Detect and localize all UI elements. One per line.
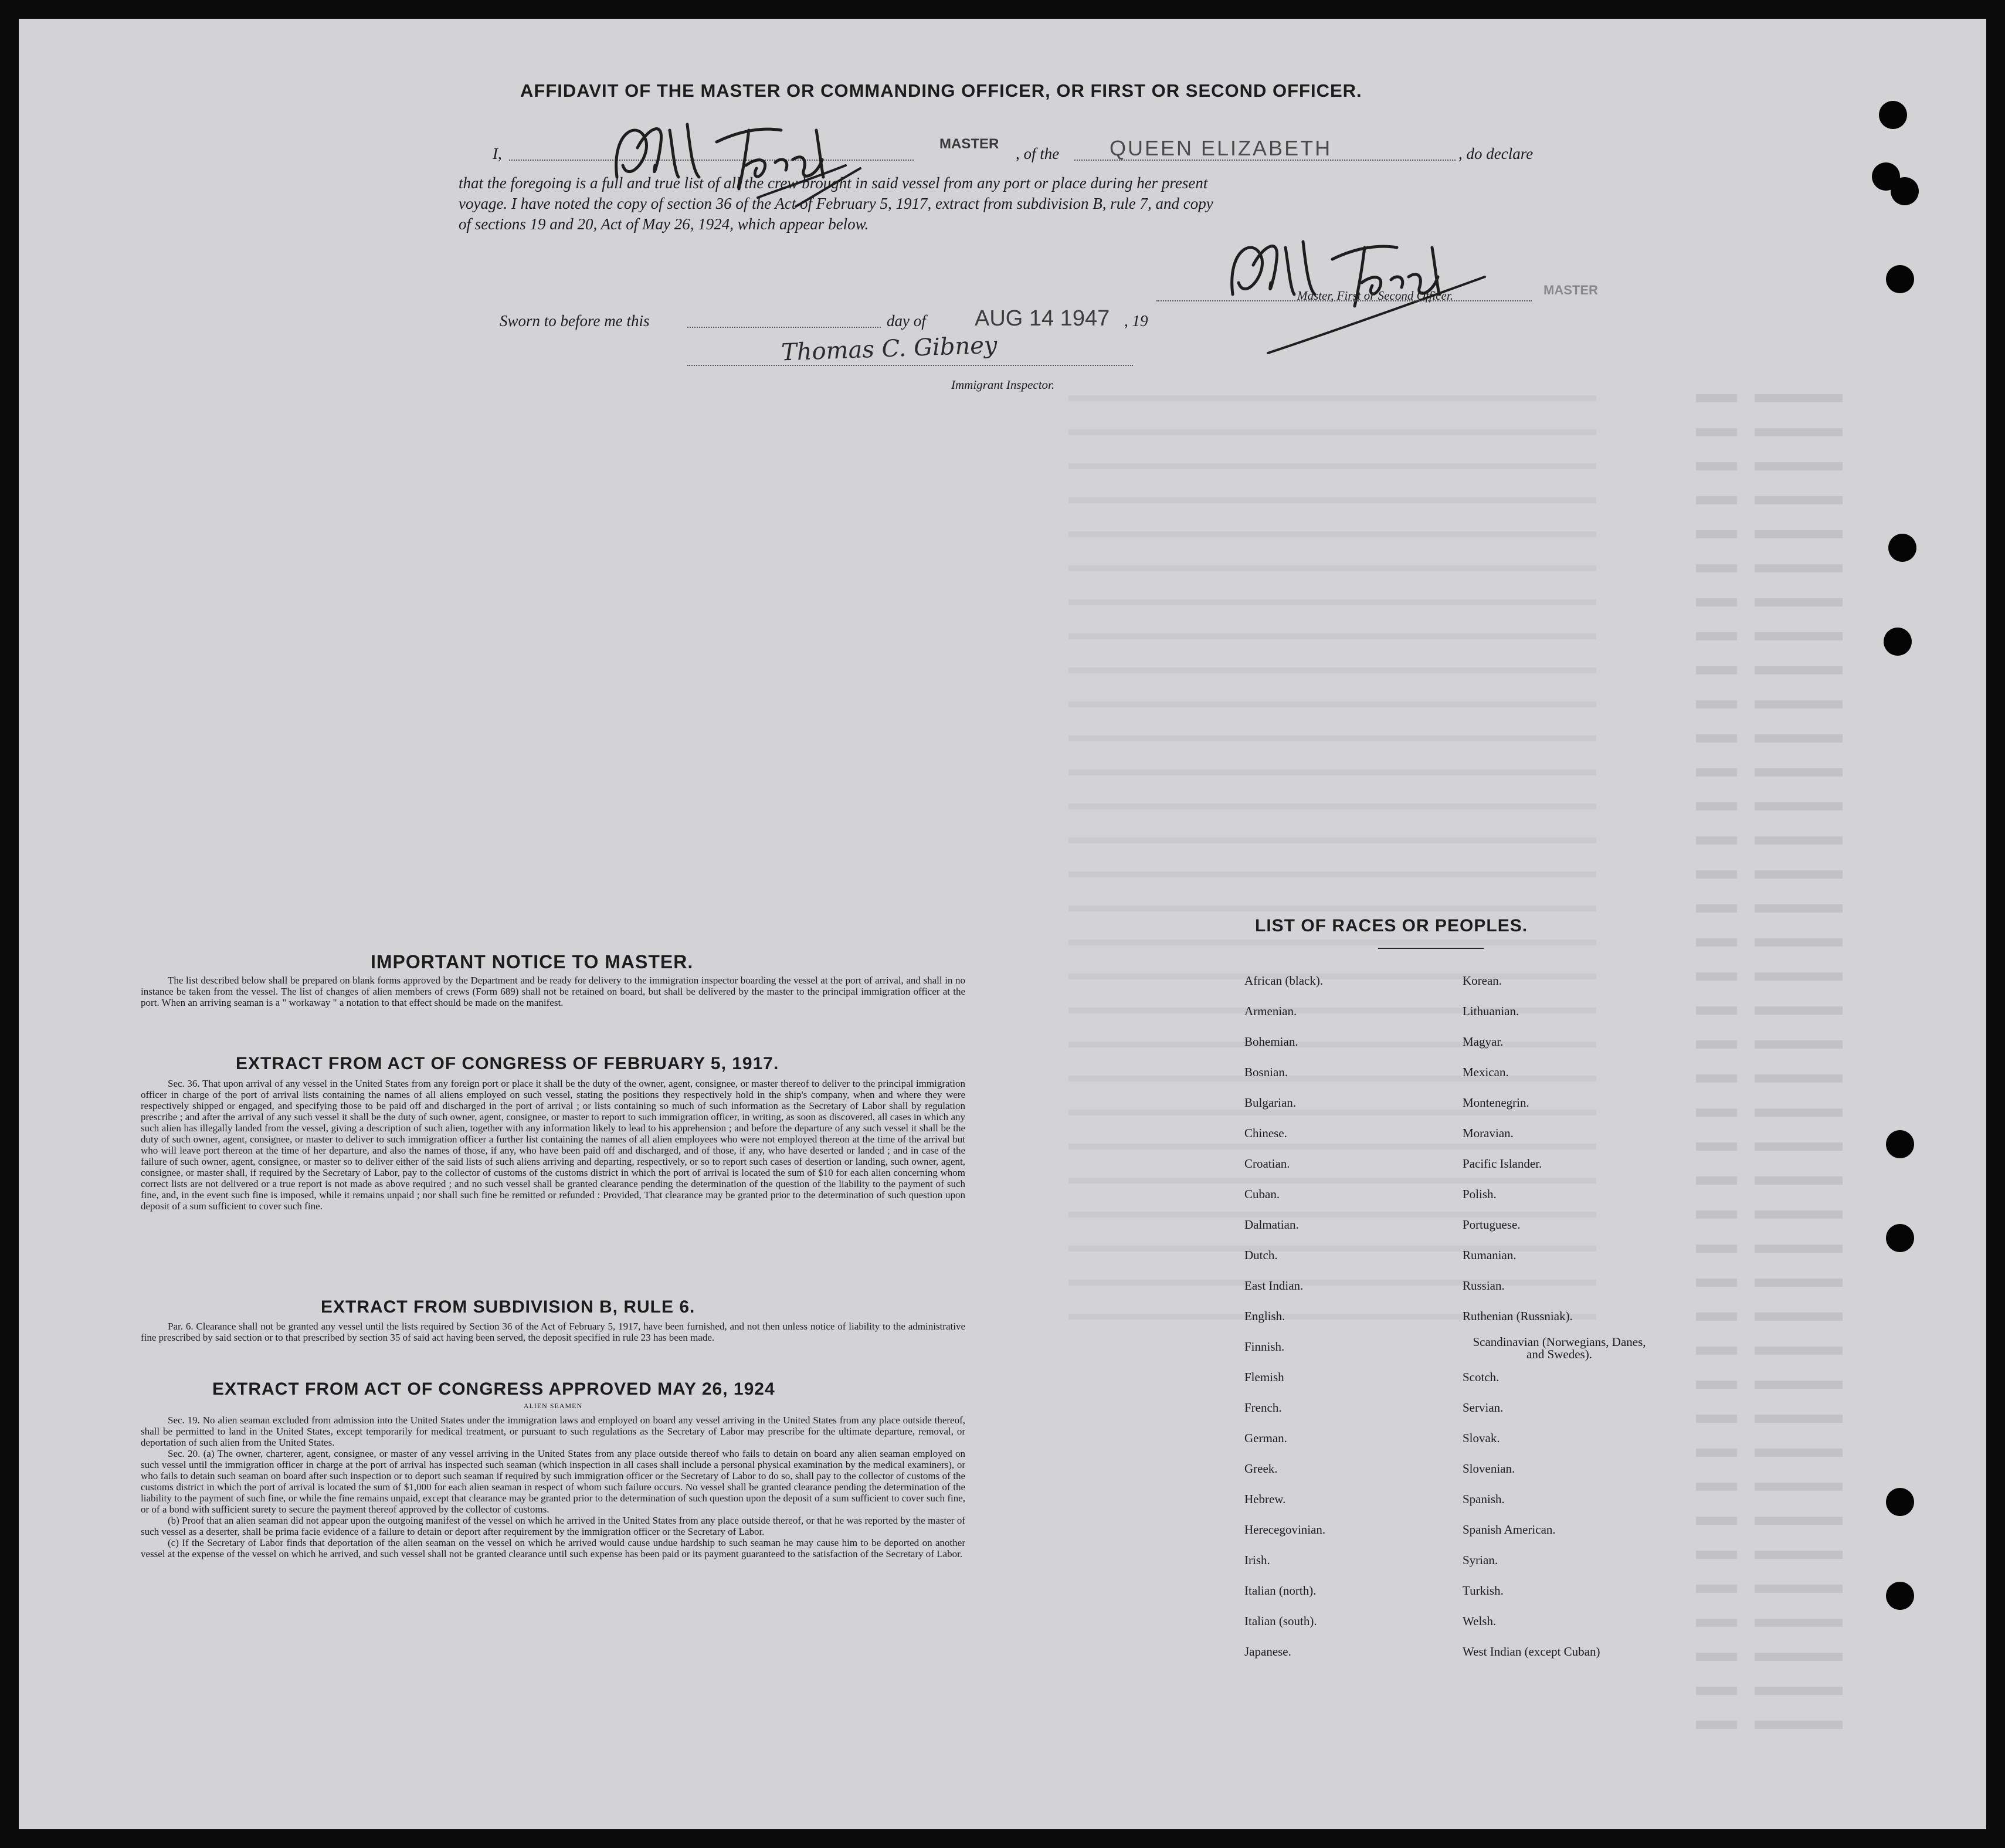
bleed-mark <box>1807 1619 1843 1627</box>
bleed-mark <box>1068 735 1596 741</box>
race-item: Polish. <box>1463 1187 1497 1201</box>
race-item: Slovak. <box>1463 1431 1500 1445</box>
bleed-mark <box>1696 1074 1737 1083</box>
bleed-mark <box>1807 1245 1843 1253</box>
bleed-mark <box>1696 1142 1737 1151</box>
bleed-mark <box>1807 1108 1843 1117</box>
bleed-mark <box>1696 1347 1737 1355</box>
bleed-mark <box>1807 1653 1843 1661</box>
bleed-mark <box>1807 1176 1843 1185</box>
bleed-mark <box>1755 666 1807 674</box>
sworn-day-of: day of <box>887 312 926 330</box>
inspector-signature: Thomas C. Gibney <box>781 331 998 367</box>
bleed-mark <box>1755 1313 1807 1321</box>
notice-heading: IMPORTANT NOTICE TO MASTER. <box>371 951 694 972</box>
bleed-mark <box>1755 768 1807 777</box>
bleed-mark <box>1755 598 1807 606</box>
bleed-mark <box>1696 1006 1737 1015</box>
extract-1917-heading: EXTRACT FROM ACT OF CONGRESS OF FEBRUARY 5, 1917. <box>236 1054 779 1073</box>
bleed-mark <box>1755 496 1807 504</box>
officer-role-stamp: MASTER <box>1543 283 1598 297</box>
bleed-mark <box>1807 938 1843 947</box>
race-item: Bulgarian. <box>1244 1096 1297 1110</box>
bleed-mark <box>1696 734 1737 742</box>
binding-hole <box>1888 534 1916 562</box>
bleed-mark <box>1755 462 1807 470</box>
race-item: Finnish. <box>1244 1340 1285 1354</box>
bleed-mark <box>1755 1176 1807 1185</box>
bleed-mark <box>1696 1279 1737 1287</box>
bleed-mark <box>1068 395 1596 401</box>
bleed-mark <box>1807 1449 1843 1457</box>
bleed-mark <box>1068 906 1596 911</box>
bleed-mark <box>1807 1142 1843 1151</box>
bleed-mark <box>1755 1721 1807 1729</box>
bleed-mark <box>1696 428 1737 436</box>
bleed-mark <box>1755 1040 1807 1049</box>
bleed-mark <box>1696 1585 1737 1593</box>
vessel-name-stamp: QUEEN ELIZABETH <box>1110 136 1332 160</box>
race-item: Montenegrin. <box>1463 1096 1529 1110</box>
bleed-mark <box>1755 1210 1807 1219</box>
section-20b-paragraph: (b) Proof that an alien seaman did not appear upon the outgoing manifest of the vessel on which he arrived in the United States from any place outside thereof, or that he was reported by the master of such vessel as a deserter, shall be prima facie evidence of a failure to detain or deport after requirement by the immigration officer or the Secretary of Labor. <box>141 1515 965 1537</box>
bleed-mark <box>1755 802 1807 811</box>
bleed-mark <box>1807 1721 1843 1729</box>
affidavit-i: I, <box>493 145 502 162</box>
bleed-mark <box>1068 667 1596 673</box>
bleed-mark <box>1696 1449 1737 1457</box>
bleed-mark <box>1755 1551 1807 1559</box>
bleed-mark <box>1696 666 1737 674</box>
bleed-mark <box>1696 904 1737 913</box>
bleed-mark <box>1696 1210 1737 1219</box>
bleed-mark <box>1807 666 1843 674</box>
notice-body <box>141 975 965 1008</box>
rule-6-paragraph: Par. 6. Clearance shall not be granted any vessel until the lists required by Section 36 of the Act of February 5, 1917, have been furnished, and not then unless notice of liability to the administrative fine prescribed by said section or to that prescribed by section 35 of said act having been served, the deposit specified in rule 23 has been made. <box>141 1321 965 1343</box>
bleed-mark <box>1807 1551 1843 1559</box>
race-item: Cuban. <box>1244 1187 1280 1201</box>
bleed-mark <box>1807 1483 1843 1491</box>
binding-hole <box>1886 1488 1914 1516</box>
race-item: Syrian. <box>1463 1553 1498 1567</box>
bleed-mark <box>1807 564 1843 572</box>
bleed-mark <box>1068 1246 1596 1252</box>
races-heading-rule <box>1378 948 1484 949</box>
bleed-mark <box>1696 530 1737 538</box>
bleed-mark <box>1696 1415 1737 1423</box>
bleed-mark <box>1696 1551 1737 1559</box>
race-item: Rumanian. <box>1463 1248 1517 1262</box>
bleed-mark <box>1068 837 1596 843</box>
race-item: Servian. <box>1463 1401 1504 1415</box>
bleed-mark <box>1807 1381 1843 1389</box>
bleed-mark <box>1755 1347 1807 1355</box>
race-item: Italian (south). <box>1244 1614 1317 1628</box>
bleed-mark <box>1696 1381 1737 1389</box>
affidavit-line-4: of sections 19 and 20, Act of May 26, 1924, which appear below. <box>459 215 869 233</box>
bleed-mark <box>1807 394 1843 402</box>
bleed-mark <box>1755 1142 1807 1151</box>
race-item: Pacific Islander. <box>1463 1157 1542 1171</box>
bleed-mark <box>1068 872 1596 877</box>
bleed-mark <box>1755 1517 1807 1525</box>
binding-hole <box>1891 177 1919 205</box>
bleed-mark <box>1068 974 1596 979</box>
bleed-mark <box>1696 768 1737 777</box>
bleed-mark <box>1068 1178 1596 1184</box>
bleed-mark <box>1068 497 1596 503</box>
bleed-mark <box>1807 768 1843 777</box>
bleed-mark <box>1696 1687 1737 1695</box>
bleed-mark <box>1696 1245 1737 1253</box>
bleed-mark <box>1807 496 1843 504</box>
alien-seamen-subheading: ALIEN SEAMEN <box>523 1402 583 1410</box>
affidavit-do-declare: , do declare <box>1458 145 1534 162</box>
binding-hole <box>1886 1130 1914 1158</box>
bleed-mark <box>1807 1313 1843 1321</box>
bleed-mark <box>1755 1619 1807 1627</box>
extract-1917-body <box>141 1078 965 1212</box>
bleed-mark <box>1807 700 1843 708</box>
race-item: East Indian. <box>1244 1279 1304 1293</box>
bleed-mark <box>1068 1042 1596 1047</box>
affidavit-line-2: that the foregoing is a full and true list of all the crew brought in said vessel from any port or place during her present <box>459 174 1208 192</box>
binding-hole <box>1886 265 1914 293</box>
bleed-mark <box>1696 938 1737 947</box>
bleed-mark <box>1807 462 1843 470</box>
strike-through-mark <box>793 165 863 212</box>
bleed-mark <box>1696 1108 1737 1117</box>
race-item: Ruthenian (Russniak). <box>1463 1309 1573 1323</box>
bleed-mark <box>1696 1313 1737 1321</box>
bleed-mark <box>1755 1585 1807 1593</box>
bleed-mark <box>1068 769 1596 775</box>
race-item: Portuguese. <box>1463 1218 1521 1232</box>
race-item: Spanish American. <box>1463 1523 1556 1537</box>
race-item: Croatian. <box>1244 1157 1290 1171</box>
bleed-mark <box>1696 496 1737 504</box>
race-item: West Indian (except Cuban) <box>1463 1644 1600 1659</box>
bleed-mark <box>1755 394 1807 402</box>
bleed-mark <box>1696 1721 1737 1729</box>
bleed-mark <box>1755 1653 1807 1661</box>
bleed-mark <box>1807 734 1843 742</box>
bleed-mark <box>1807 802 1843 811</box>
bleed-mark <box>1068 1280 1596 1286</box>
bleed-mark <box>1807 530 1843 538</box>
bleed-mark <box>1068 1110 1596 1115</box>
bleed-mark <box>1696 564 1737 572</box>
bleed-mark <box>1807 632 1843 640</box>
race-item: Dutch. <box>1244 1248 1278 1262</box>
bleed-mark <box>1068 463 1596 469</box>
bleed-mark <box>1807 1040 1843 1049</box>
bleed-mark <box>1696 394 1737 402</box>
bleed-mark <box>1068 940 1596 945</box>
bleed-mark <box>1696 802 1737 811</box>
section-36-paragraph: Sec. 36. That upon arrival of any vessel in the United States from any foreign port or place it shall be the duty of the owner, agent, consignee, or master thereof to deliver to the principal immigration officer in charge of the port of arrival lists containing the names of all aliens employed on such vessel, stating the positions they respectively hold in the ship's company, when and where they were respectively shipped or engaged, and specifying those to be paid off and discharged in the port of arrival ; or lists containing so much of such information as the Secretary of Labor shall by regulation prescribe ; and after the arrival of any such vessel it shall be the duty of such owner, agent, consignee, or master to report to such immigration officer, in writing, as soon as discovered, all cases in which any such alien has illegally landed from the vessel, giving a description of such alien, together with any information likely to lead to his apprehension ; and before the departure of any such vessel it shall be the duty of such owner, agent, consignee, or master to deliver to such immigration officer a further list containing the names of all alien employees who were not employed thereon at the time of the arrival but who will leave port thereon at the time of her departure, and also the names of those, if any, who have been paid off and discharged, and of those, if any, who have deserted or landed ; and in case of the failure of such owner, agent, consignee, or master so to deliver either of the said lists of such aliens arriving and departing, respectively, or so to report such cases of desertion or landing, such owner, agent, consignee, or master shall, if required by the Secretary of Labor, pay to the collector of customs of the customs district in which the port of arrival is located the sum of $10 for each alien concerning whom correct lists are not delivered or a true report is not made as above required ; and no such vessel shall be granted clearance pending the determination of the question of the liability to the payment of such fine, and, in the event such fine is imposed, while it remains unpaid ; nor shall such fine be remitted or refunded : Provided, That clearance may be granted prior to the determination of such question upon deposit of a sum sufficient to cover such fine. <box>141 1078 965 1212</box>
section-19-paragraph: Sec. 19. No alien seaman excluded from admission into the United States under the immigration laws and employed on board any vessel arriving in the United States from any place outside thereof, shall be permitted to land in the United States, except temporarily for medical treatment, or pursuant to such regulations as the Secretary of Labor may prescribe for the ultimate departure, removal, or deportation of such alien from the United States. <box>141 1415 965 1448</box>
race-item: Hebrew. <box>1244 1492 1286 1506</box>
bleed-mark <box>1807 870 1843 879</box>
bleed-mark <box>1068 531 1596 537</box>
date-stamp: AUG 14 1947 <box>975 306 1110 331</box>
race-item: Armenian. <box>1244 1004 1297 1018</box>
race-item: Slovenian. <box>1463 1462 1515 1476</box>
affidavit-line-3: voyage. I have noted the copy of section 36 of the Act of February 5, 1917, extract from subdivision B, rule 7, and copy <box>459 195 1213 212</box>
race-item: Scandinavian (Norwegians, Danes, and Swedes). <box>1473 1335 1646 1361</box>
bleed-mark <box>1807 1687 1843 1695</box>
bleed-mark <box>1696 1619 1737 1627</box>
bleed-mark <box>1068 565 1596 571</box>
day-dotted-line <box>687 327 881 328</box>
race-item: Bosnian. <box>1244 1065 1288 1079</box>
race-item: Irish. <box>1244 1553 1270 1567</box>
bleed-mark <box>1696 1040 1737 1049</box>
race-item: Moravian. <box>1463 1126 1514 1140</box>
race-item: African (black). <box>1244 974 1324 988</box>
binding-hole <box>1879 101 1907 129</box>
sworn-text: Sworn to before me this <box>500 312 650 330</box>
bleed-mark <box>1807 1006 1843 1015</box>
year-prefix: , 19 <box>1124 312 1148 330</box>
race-item: English. <box>1244 1309 1285 1323</box>
races-heading: LIST OF RACES OR PEOPLES. <box>1255 916 1528 935</box>
document-sheet <box>19 19 1986 1829</box>
binding-hole <box>1886 1224 1914 1252</box>
binding-hole <box>1884 628 1912 656</box>
bleed-mark <box>1807 1074 1843 1083</box>
bleed-mark <box>1755 1415 1807 1423</box>
bleed-mark <box>1755 972 1807 981</box>
bleed-mark <box>1696 1653 1737 1661</box>
bleed-mark <box>1068 1144 1596 1150</box>
race-item: Russian. <box>1463 1279 1505 1293</box>
bleed-mark <box>1068 701 1596 707</box>
bleed-mark <box>1807 428 1843 436</box>
bleed-mark <box>1755 1279 1807 1287</box>
race-item: Italian (north). <box>1244 1583 1317 1598</box>
bleed-mark <box>1755 1074 1807 1083</box>
rule-6-heading: EXTRACT FROM SUBDIVISION B, RULE 6. <box>321 1297 696 1317</box>
race-item: Mexican. <box>1463 1065 1509 1079</box>
bleed-mark <box>1755 564 1807 572</box>
affidavit-heading: AFFIDAVIT OF THE MASTER OR COMMANDING OFFICER, OR FIRST OR SECOND OFFICER. <box>520 80 1362 101</box>
bleed-mark <box>1696 972 1737 981</box>
bleed-mark <box>1696 870 1737 879</box>
bleed-mark <box>1696 462 1737 470</box>
bleed-mark <box>1696 700 1737 708</box>
officer-caption: Master, First or Second Officer. <box>1297 289 1453 303</box>
bleed-mark <box>1755 1483 1807 1491</box>
extract-1924-body <box>141 1415 965 1559</box>
race-item: Korean. <box>1463 974 1502 988</box>
race-item: Herecegovinian. <box>1244 1523 1326 1537</box>
bleed-mark <box>1755 1245 1807 1253</box>
bleed-mark <box>1068 1212 1596 1218</box>
bleed-mark <box>1755 1449 1807 1457</box>
bleed-mark <box>1755 700 1807 708</box>
bleed-mark <box>1807 836 1843 845</box>
master-role-stamp: MASTER <box>939 136 999 152</box>
race-item: Chinese. <box>1244 1126 1287 1140</box>
bleed-mark <box>1068 1076 1596 1081</box>
bleed-mark <box>1807 1347 1843 1355</box>
race-item: Magyar. <box>1463 1035 1504 1049</box>
bleed-mark <box>1755 904 1807 913</box>
bleed-mark <box>1755 734 1807 742</box>
binding-hole <box>1886 1582 1914 1610</box>
bleed-mark <box>1755 1381 1807 1389</box>
bleed-mark <box>1755 1687 1807 1695</box>
race-item: German. <box>1244 1431 1287 1445</box>
inspector-dotted-line <box>687 365 1133 366</box>
race-item: French. <box>1244 1401 1282 1415</box>
affidavit-of-the: , of the <box>1016 145 1060 162</box>
notice-paragraph: The list described below shall be prepared on blank forms approved by the Department and be ready for delivery to the immigration inspector boarding the vessel at the port of arrival, and shall in no instance be taken from the vessel. The list of changes of alien members of crews (Form 689) shall not be retained on board, but shall be delivered by the master to the principal immigration officer at the port. When an arriving seaman is a " workaway " a notation to that effect should be made on the manifest. <box>141 975 965 1008</box>
section-20a-paragraph: Sec. 20. (a) The owner, charterer, agent, consignee, or master of any vessel arriving in the United States from any place outside thereof who fails to detain on board any alien seaman employed on such vessel until the immigration officer in charge at the port of arrival has inspected such seaman (which inspection in all cases shall include a personal physical examination by the medical examiners), or who fails to detain such seaman on board after such inspection or to deport such seaman if required by such immigration officer or the Secretary of Labor to do so, shall pay to the collector of customs of the customs district in which the port of arrival is located the sum of $1,000 for each alien seaman in respect of whom such failure occurs. No vessel shall be granted clearance pending the determination of the liability to the payment of such fine, or while the fine remains unpaid, except that clearance may be granted prior to the determination of such question upon the deposit of a sum sufficient to cover such fine, or of a bond with sufficient surety to secure the payment thereof approved by the collector of customs. <box>141 1448 965 1515</box>
bleed-mark <box>1068 599 1596 605</box>
bleed-mark <box>1755 1108 1807 1117</box>
bleed-mark <box>1696 836 1737 845</box>
bleed-mark <box>1807 1279 1843 1287</box>
race-item: Lithuanian. <box>1463 1004 1519 1018</box>
bleed-mark <box>1696 1517 1737 1525</box>
bleed-mark <box>1068 429 1596 435</box>
bleed-mark <box>1755 870 1807 879</box>
race-item: Bohemian. <box>1244 1035 1298 1049</box>
rule-6-body <box>141 1321 965 1343</box>
bleed-mark <box>1755 1006 1807 1015</box>
race-item: Flemish <box>1244 1370 1284 1384</box>
bleed-mark <box>1696 1483 1737 1491</box>
bleed-mark <box>1696 632 1737 640</box>
bleed-mark <box>1068 803 1596 809</box>
bleed-mark <box>1755 530 1807 538</box>
inspector-caption: Immigrant Inspector. <box>951 378 1055 392</box>
race-item: Greek. <box>1244 1462 1278 1476</box>
race-item: Turkish. <box>1463 1583 1504 1598</box>
bleed-mark <box>1755 632 1807 640</box>
bleed-mark <box>1807 1210 1843 1219</box>
bleed-mark <box>1755 428 1807 436</box>
race-item: Welsh. <box>1463 1614 1497 1628</box>
section-20c-paragraph: (c) If the Secretary of Labor finds that deportation of the alien seaman on the vessel on which he arrived would cause undue hardship to such seaman he may cause him to be deported on another vessel at the expense of the vessel on which he arrived, and such vessel shall not be granted clearance until such expense has been paid or its payment guaranteed to the satisfaction of the Secretary of Labor. <box>141 1537 965 1559</box>
race-item: Spanish. <box>1463 1492 1505 1506</box>
bleed-mark <box>1807 598 1843 606</box>
extract-1924-heading: EXTRACT FROM ACT OF CONGRESS APPROVED MAY 26, 1924 <box>212 1379 775 1399</box>
bleed-mark <box>1807 1517 1843 1525</box>
bleed-mark <box>1696 1176 1737 1185</box>
bleed-mark <box>1696 598 1737 606</box>
bleed-mark <box>1068 633 1596 639</box>
race-item: Dalmatian. <box>1244 1218 1299 1232</box>
bleed-mark <box>1807 972 1843 981</box>
bleed-mark <box>1807 1415 1843 1423</box>
bleed-mark <box>1755 836 1807 845</box>
bleed-mark <box>1807 1585 1843 1593</box>
bleed-mark <box>1807 904 1843 913</box>
bleed-mark <box>1755 938 1807 947</box>
race-item: Scotch. <box>1463 1370 1499 1384</box>
race-item: Japanese. <box>1244 1644 1291 1659</box>
